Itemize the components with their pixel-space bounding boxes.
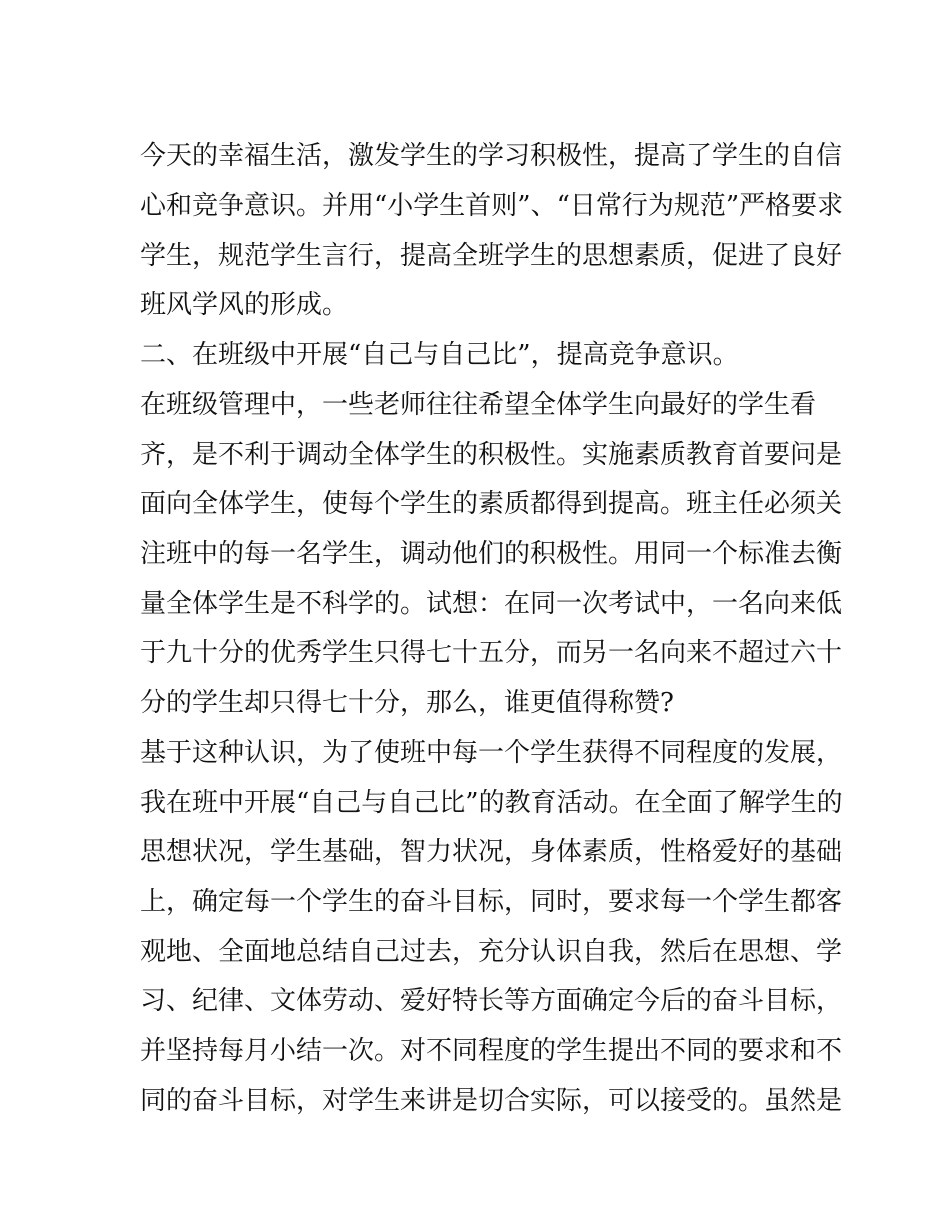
text-line: 面向全体学生，使每个学生的素质都得到提高。班主任必须关 xyxy=(140,489,843,519)
text-line: 学生，规范学生言行，提高全班学生的思想素质，促进了良好 xyxy=(140,241,843,271)
text-line: 注班中的每一名学生，调动他们的积极性。用同一个标准去衡 xyxy=(140,539,843,569)
text-line: 今天的幸福生活，激发学生的学习积极性，提高了学生的自信 xyxy=(140,141,843,171)
text-line: 观地、全面地总结自己过去，充分认识自我，然后在思想、学 xyxy=(140,937,843,967)
text-line: 分的学生却只得七十分，那么，谁更值得称赞? xyxy=(140,688,674,718)
text-line: 齐，是不利于调动全体学生的积极性。实施素质教育首要问是 xyxy=(140,440,843,470)
text-line: 心和竞争意识。并用“小学生首则”、“日常行为规范”严格要求 xyxy=(140,191,844,221)
text-line: 在班级管理中，一些老师往往希望全体学生向最好的学生看 xyxy=(140,390,817,420)
text-line: 于九十分的优秀学生只得七十五分，而另一名向来不超过六十 xyxy=(140,638,843,668)
text-line: 并坚持每月小结一次。对不同程度的学生提出不同的要求和不 xyxy=(140,1036,843,1066)
text-line: 我在班中开展“自己与自己比”的教育活动。在全面了解学生的 xyxy=(140,788,843,818)
text-line: 基于这种认识，为了使班中每一个学生获得不同程度的发展， xyxy=(140,738,843,768)
text-line: 习、纪律、文体劳动、爱好特长等方面确定今后的奋斗目标， xyxy=(140,986,843,1016)
text-line: 同的奋斗目标，对学生来讲是切合实际，可以接受的。虽然是 xyxy=(140,1086,843,1116)
text-line: 班风学风的形成。 xyxy=(140,290,349,320)
text-line: 量全体学生是不科学的。试想：在同一次考试中，一名向来低 xyxy=(140,589,843,619)
section-heading: 二、在班级中开展“自己与自己比”，提高竞争意识。 xyxy=(140,340,739,370)
text-line: 上，确定每一个学生的奋斗目标，同时，要求每一个学生都客 xyxy=(140,887,843,917)
text-line: 思想状况，学生基础，智力状况，身体素质，性格爱好的基础 xyxy=(140,837,843,867)
